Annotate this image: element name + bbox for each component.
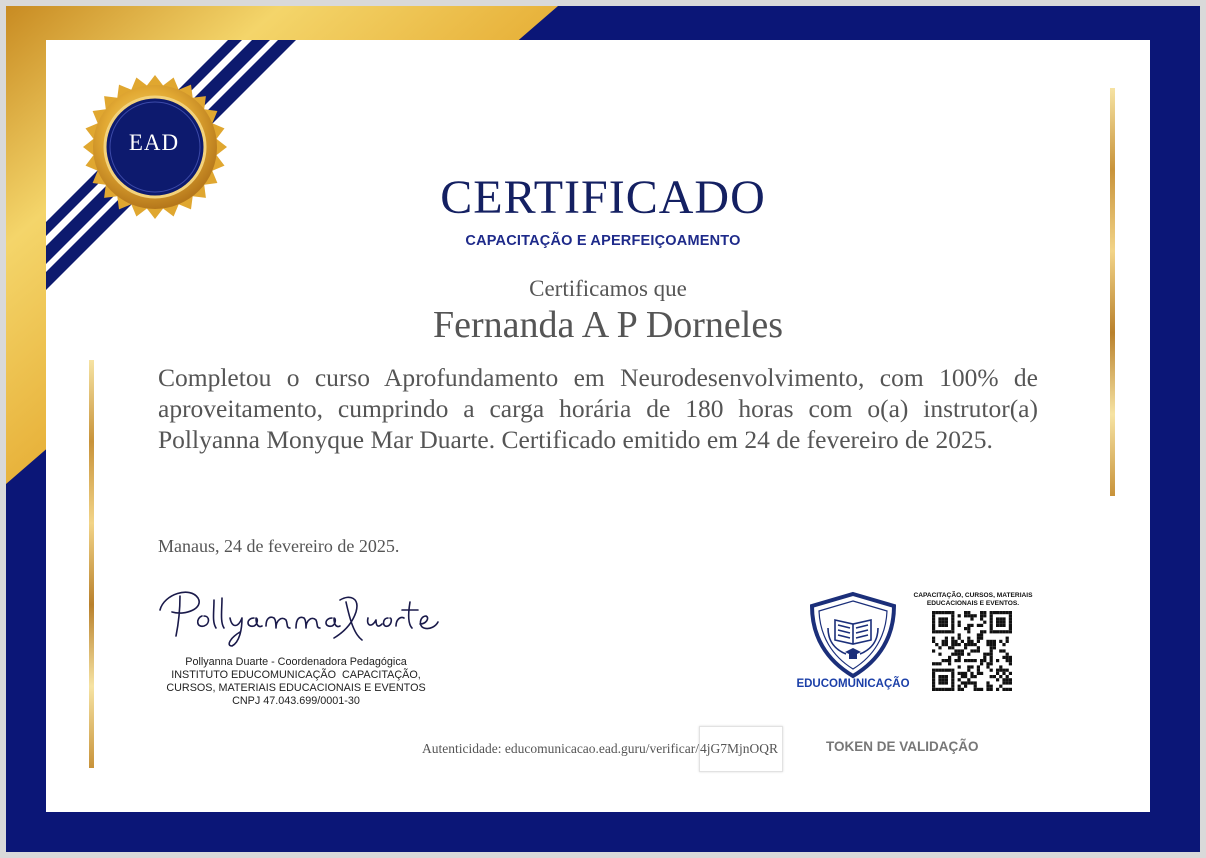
recipient-name: Fernanda A P Dorneles <box>432 304 784 346</box>
qr-caption-line-2: EDUCACIONAIS E EVENTOS. <box>926 600 1020 607</box>
place-date: Manaus, 24 de fevereiro de 2025. <box>158 536 400 556</box>
cnpj-line: CNPJ 47.043.699/0001-30 <box>232 695 360 707</box>
educomunicacao-label: EDUCOMUNICAÇÃO <box>796 678 910 690</box>
token-label: TOKEN DE VALIDAÇÃO <box>826 739 979 754</box>
authenticity-row <box>422 726 783 772</box>
gold-line-left <box>89 360 94 768</box>
qr-caption-line-1: CAPACITAÇÃO, CURSOS, MATERIAIS <box>913 592 1033 599</box>
signatory-name: Pollyanna Duarte - Coordenadora Pedagógica <box>185 656 407 668</box>
handwritten-signature <box>150 580 450 652</box>
authenticity-url-prefix[interactable]: Autenticidade: educomunicacao.ead.guru/verificar/ <box>422 741 699 756</box>
qr-caption <box>908 592 1038 608</box>
educomunicacao-logo-icon <box>806 590 900 680</box>
certificate-body: Completou o curso Aprofundamento em Neurodesenvolvimento, com 100% de aproveitamento, cumprindo a carga horária de 180 horas com o(a) instrutor(a) Pollyanna Monyque Mar Duarte. Certificado emitido em 24 de fevereiro de 2025. <box>158 363 1038 454</box>
institution-line-1: INSTITUTO EDUCOMUNICAÇÃO CAPACITAÇÃO, <box>171 669 421 681</box>
validation-token[interactable]: 4jG7MjnOQR <box>699 726 783 772</box>
institution-line-2: CURSOS, MATERIAIS EDUCACIONAIS E EVENTOS <box>166 682 426 694</box>
signature-block <box>150 656 442 708</box>
page-title: CERTIFICADO <box>440 171 766 224</box>
seal-label: EAD <box>128 130 180 155</box>
qr-code-icon[interactable] <box>928 611 1018 691</box>
page-subtitle: CAPACITAÇÃO E APERFEIÇOAMENTO <box>465 233 741 249</box>
intro-text: Certificamos que <box>529 276 687 301</box>
